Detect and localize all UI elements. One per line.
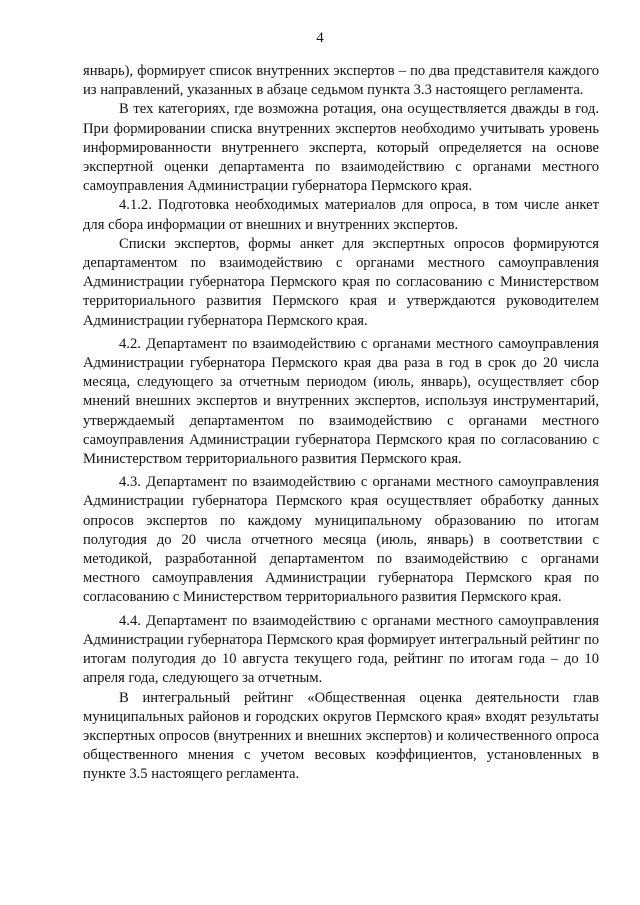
paragraph-integral-rating: В интегральный рейтинг «Общественная оценка деятельности глав муниципальных районов и городских округов Пермского края» входят результаты экспертных опросов (внутренних и внешних экспертов) и количественного опроса общественного мнения с учетом весовых коэффициентов, установленных в пункте 3.5 настоящего регламента. (83, 689, 599, 783)
paragraph-expert-lists: Списки экспертов, формы анкет для экспертных опросов формируются департаментом по взаимодействию с органами местного самоуправления Администрации губернатора Пермского края по согласованию с Министерством территориального развития Пермского края и утверждаются руководителем Администрации губернатора Пермского края. (83, 235, 599, 329)
document-body (83, 62, 599, 785)
paragraph-4-2: 4.2. Департамент по взаимодействию с органами местного самоуправления Администрации губернатора Пермского края два раза в год в срок до 20 числа месяца, следующего за отчетным периодом (июль, январь), осуществляет сбор мнений внешних экспертов и внутренних экспертов, используя инструментарий, утверждаемый департаментом по взаимодействию с органами местного самоуправления Администрации губернатора Пермского края по согласованию с Министерством территориального развития Пермского края. (83, 335, 599, 468)
page-number: 4 (316, 30, 324, 46)
paragraph-rotation: В тех категориях, где возможна ротация, она осуществляется дважды в год. При формировании списка внутренних экспертов необходимо учитывать уровень информированности внутреннего эксперта, который определяется на основе экспертной оценки департамента по взаимодействию с органами местного самоуправления Администрации губернатора Пермского края. (83, 101, 599, 195)
paragraph-4-3: 4.3. Департамент по взаимодействию с органами местного самоуправления Администрации губернатора Пермского края осуществляет обработку данных опросов экспертов по каждому муниципальному образованию по итогам полугодия до 20 числа отчетного месяца (июль, январь) в соответствии с методикой, разработанной департаментом по взаимодействию с органами местного самоуправления Администрации губернатора Пермского края по согласованию с Министерством территориального развития Пермского края. (83, 474, 599, 606)
paragraph-4-1-2: 4.1.2. Подготовка необходимых материалов для опроса, в том числе анкет для сбора информации от внешних и внутренних экспертов. (83, 197, 599, 233)
paragraph-continuation: январь), формирует список внутренних экспертов – по два представителя каждого из направлений, указанных в абзаце седьмом пункта 3.3 настоящего регламента. (83, 63, 599, 99)
paragraph-4-4: 4.4. Департамент по взаимодействию с органами местного самоуправления Администрации губернатора Пермского края формирует интегральный рейтинг по итогам полугодия до 10 августа текущего года, рейтинг по итогам года – до 10 апреля года, следующего за отчетным. (83, 612, 599, 687)
